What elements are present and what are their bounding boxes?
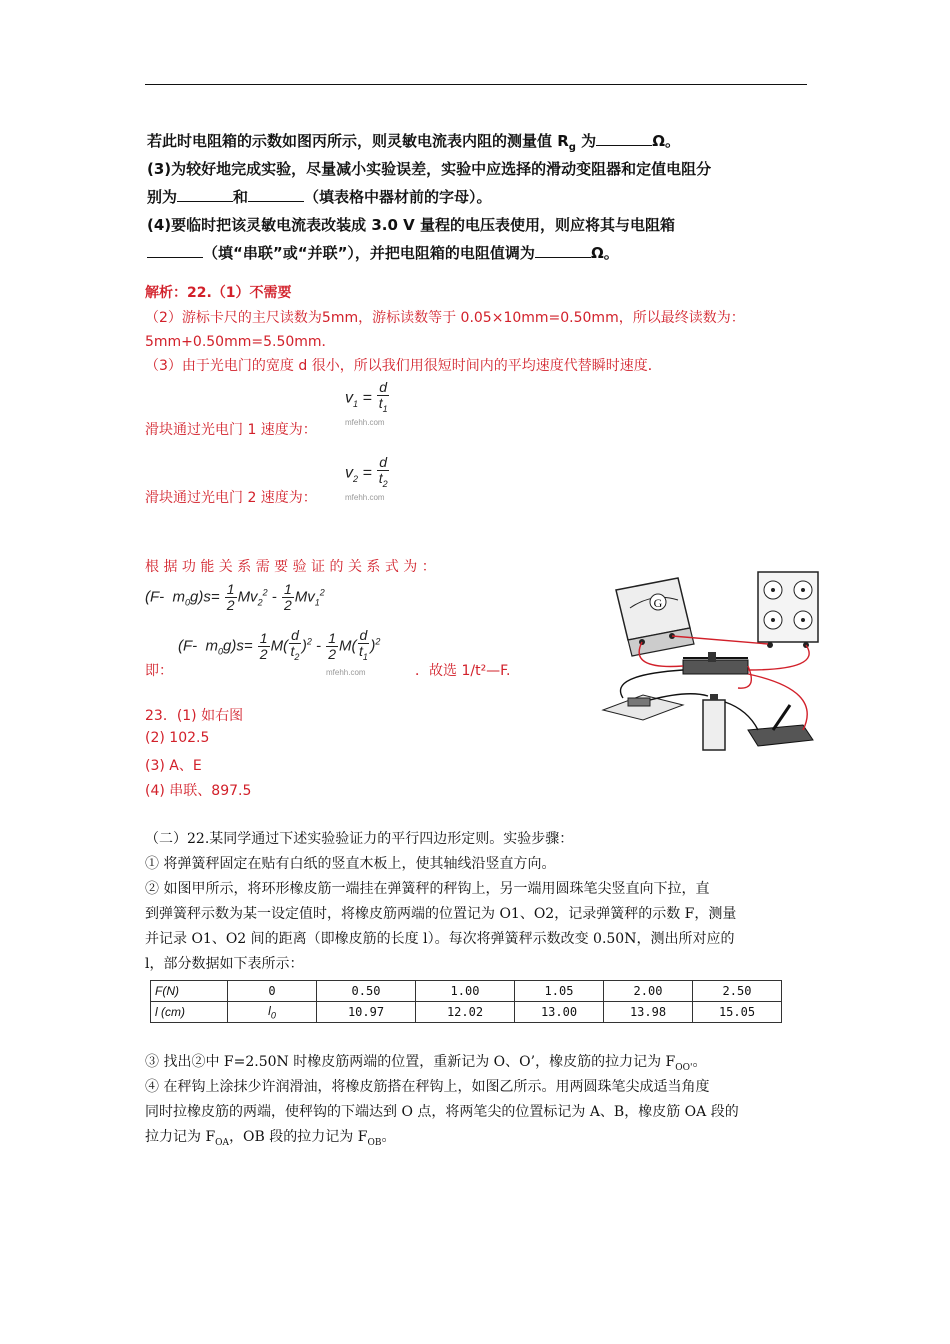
table-cell: 12.02	[416, 1002, 515, 1023]
solution-p3: （3）由于光电门的宽度 d 很小，所以我们用很短时间内的平均速度代替瞬时速度．	[145, 358, 662, 374]
part2-line-6: l，部分数据如下表所示：	[145, 956, 304, 972]
header-rule	[145, 84, 807, 85]
table-cell: 15.05	[693, 1002, 782, 1023]
answer-23-3: (3) A、E	[145, 758, 202, 774]
table-cell: 2.50	[693, 981, 782, 1002]
answer-23-1: 23．(1) 如右图	[145, 708, 244, 724]
circuit-diagram-image	[598, 570, 828, 758]
part2-line-3: ② 如图甲所示，将环形橡皮筋一端挂在弹簧秤的秤钩上，另一端用圆珠笔尖竖直向下拉，直	[145, 881, 710, 897]
table-row	[151, 1002, 782, 1023]
part2-line-5: 并记录 O1、O2 间的距离（即橡皮筋的长度 l）。每次将弹簧秤示数改变 0.50N，测出所对应的	[145, 931, 735, 947]
table-cell: 1.00	[416, 981, 515, 1002]
answer-23-4: (4) 串联、897.5	[145, 783, 252, 799]
battery-icon	[703, 694, 725, 750]
table-cell: 0.50	[317, 981, 416, 1002]
part2-line-9: 同时拉橡皮筋的两端，使秤钩的下端达到 O 点，将两笔尖的位置标记为 A、B，橡皮筋 OA 段的	[145, 1104, 739, 1120]
part2-line-7: ③ 找出②中 F=2.50N 时橡皮筋两端的位置，重新记为 O、O’，橡皮筋的拉力记为 $F_{OO'}$。	[145, 1054, 707, 1073]
solution-v1-label: 滑块通过光电门 1 速度为：	[145, 422, 317, 438]
question-line-4: (4)要临时把该灵敏电流表改装成 3.0 V 量程的电压表使用，则应将其与电阻箱	[147, 216, 675, 234]
question-line-5: （填“串联”或“并联”），并把电阻箱的电阻值调为 Ω。	[147, 242, 619, 264]
part2-line-10: 拉力记为 $F_{OA}$，OB 段的拉力记为 $F_{OB}$。	[145, 1129, 396, 1148]
solution-relation: 根 据 功 能 关 系 需 要 验 证 的 关 系 式 为 ：	[145, 559, 436, 575]
table-row-label: l (cm)	[151, 1002, 228, 1023]
table-cell: $l_0$	[228, 1002, 317, 1023]
part2-line-2: ① 将弹簧秤固定在贴有白纸的竖直木板上，使其轴线沿竖直方向。	[145, 856, 556, 872]
part2-line-1: （二）22.某同学通过下述实验验证力的平行四边形定则。实验步骤：	[145, 831, 574, 847]
data-table	[150, 980, 782, 1023]
solution-head: 解析：22.（1）不需要	[145, 285, 292, 301]
solution-choose: ．故选 1/t²—F.	[415, 663, 511, 679]
table-cell: 1.05	[515, 981, 604, 1002]
solution-p2b: 5mm+0.50mm=5.50mm．	[145, 334, 336, 350]
part2-line-8: ④ 在秤钩上涂抹少许润滑油，将橡皮筋搭在秤钩上，如图乙所示。用两圆珠笔尖成适当角度	[145, 1079, 710, 1095]
answer-23-2: (2) 102.5	[145, 730, 210, 746]
table-row-label: F(N)	[151, 981, 228, 1002]
solution-v2-label: 滑块通过光电门 2 速度为：	[145, 490, 317, 506]
formula-v1: $v_1$ = $\frac{d}{t_1}$ mfehh.com	[345, 379, 388, 427]
question-line-1: 若此时电阻箱的示数如图丙所示，则灵敏电流表内阻的测量值 $R_g$ 为 Ω。	[147, 132, 680, 153]
solution-p2: （2）游标卡尺的主尺读数为5mm，游标读数等于 0.05×10mm=0.50mm，所以最终读数为：	[145, 310, 745, 326]
table-cell: 10.97	[317, 1002, 416, 1023]
table-cell: 0	[228, 981, 317, 1002]
formula-energy-1: (F- $m_0g)s=$ $\frac{1}{2}$ $Mv_2^2$ - $\frac{1}{2}$ $Mv_1^2$	[145, 581, 325, 613]
resistance-box-icon	[758, 572, 818, 648]
table-row	[151, 981, 782, 1002]
solution-ji: 即：	[145, 663, 173, 679]
table-cell: 13.00	[515, 1002, 604, 1023]
part2-line-4: 到弹簧秤示数为某一设定值时，将橡皮筋两端的位置记为 O1、O2，记录弹簧秤的示数 F，测量	[145, 906, 737, 922]
svg-text:G: G	[653, 596, 663, 610]
table-cell: 13.98	[604, 1002, 693, 1023]
table-cell: 2.00	[604, 981, 693, 1002]
formula-v2: $v_2$ = $\frac{d}{t_2}$ mfehh.com	[345, 454, 388, 502]
question-line-3: 别为 和 （填表格中器材前的字母）。	[147, 188, 492, 206]
question-line-2: (3)为较好地完成实验，尽量减小实验误差，实验中应选择的滑动变阻器和定值电阻分	[147, 160, 712, 178]
formula-energy-2: (F- $m_0g)s=$ $\frac{1}{2}$ M( $\frac{d}{t_2}$ )$^2$ - $\frac{1}{2}$ M( $\frac{d}{t_1}$ )$^2$ mfehh.com	[178, 627, 381, 677]
